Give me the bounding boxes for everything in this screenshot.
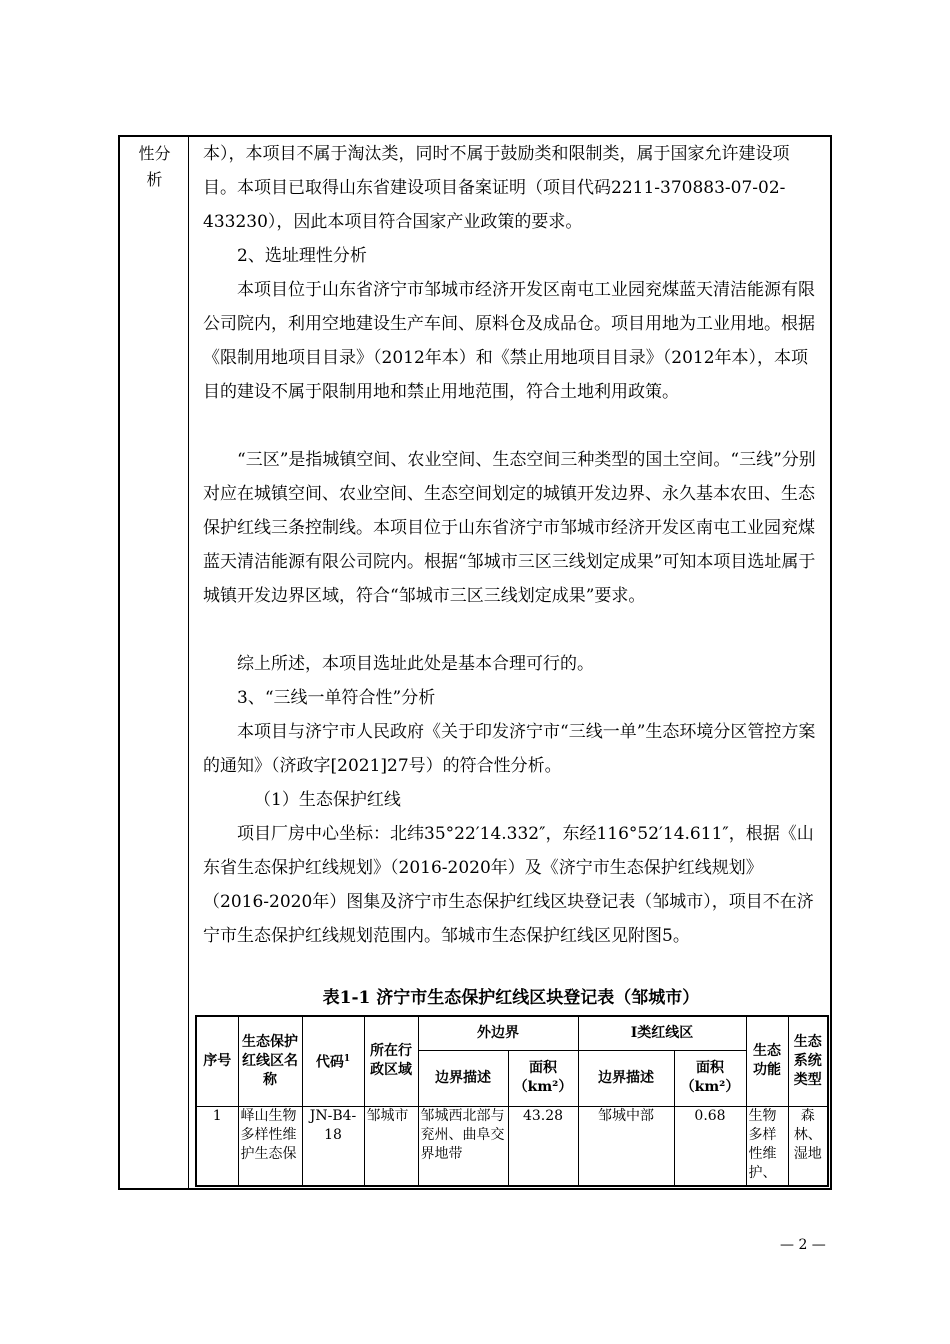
redline-registry-table: [195, 1015, 829, 1187]
paragraph-site-location: 本项目位于山东省济宁市邹城市经济开发区南屯工业园兖煤蓝天清洁能源有限公司院内，利用空地建设生产车间、原料仓及成品仓。项目用地为工业用地。根据《限制用地项目目录》（2012年本）和《禁止用地项目目录》（2012年本），本项目的建设不属于限制用地和禁止用地范围，符合土地利用政策。: [203, 280, 815, 402]
row-label-line1: 性分: [138, 144, 171, 163]
header-class1-zone: I类红线区: [578, 1016, 746, 1050]
cell-outer-area: 43.28: [508, 1106, 578, 1186]
header-eco-type: 生态系统类型: [788, 1016, 828, 1106]
document-frame: [118, 135, 832, 1190]
row-label-column: [120, 137, 189, 1188]
paragraph-industry-policy: 本），本项目不属于淘汰类，同时不属于鼓励类和限制类，属于国家允许建设项目。本项目已取得山东省建设项目备案证明（项目代码2211-370883-07-02-433230），因此本项目符合国家产业政策的要求。: [203, 144, 790, 232]
header-outer-boundary: 外边界: [418, 1016, 578, 1050]
header-seq: 序号: [196, 1016, 238, 1106]
cell-class1-desc: 邹城中部: [578, 1106, 674, 1186]
header-outer-area: 面积 （km²）: [508, 1050, 578, 1106]
cell-code: JN-B4-18: [302, 1106, 364, 1186]
cell-region: 邹城市: [364, 1106, 418, 1186]
table-caption: 表1-1 济宁市生态保护红线区块登记表（邹城市）: [322, 988, 700, 1008]
cell-class1-area: 0.68: [674, 1106, 746, 1186]
heading-three-lines: 3、“三线一单符合性”分析: [237, 688, 436, 708]
paragraph-three-lines-analysis: 本项目与济宁市人民政府《关于印发济宁市“三线一单”生态环境分区管控方案的通知》（济政字[2021]27号）的符合性分析。: [203, 722, 816, 776]
header-eco-function: 生态功能: [746, 1016, 788, 1106]
header-code: 代码$^1$: [302, 1016, 364, 1106]
paragraph-coordinates: 项目厂房中心坐标：北纬35°22′14.332″，东经116°52′14.611″，根据《山东省生态保护红线规划》（2016-2020年）及《济宁市生态保护红线规划》（2016-2020年）图集及济宁市生态保护红线区块登记表（邹城市），项目不在济宁市生态保护红线规划范围内。邹城市生态保护红线区见附图5。: [203, 824, 814, 946]
paragraph-three-zones: “三区”是指城镇空间、农业空间、生态空间三种类型的国土空间。“三线”分别对应在城镇空间、农业空间、生态空间划定的城镇开发边界、永久基本农田、生态保护红线三条控制线。本项目位于山东省济宁市邹城市经济开发区南屯工业园兖煤蓝天清洁能源有限公司院内。根据“邹城市三区三线划定成果”可知本项目选址属于城镇开发边界区域，符合“邹城市三区三线划定成果”要求。: [203, 450, 816, 606]
page-number: — 2 —: [780, 1237, 826, 1253]
row-label-line2: 析: [146, 170, 163, 189]
header-region: 所在行政区域: [364, 1016, 418, 1106]
heading-site-selection: 2、选址理性分析: [237, 246, 367, 266]
heading-ecological-redline: （1）生态保护红线: [254, 790, 401, 810]
header-name: 生态保护红线区名称: [238, 1016, 302, 1106]
cell-outer-desc: 邹城西北部与兖州、曲阜交界地带: [418, 1106, 508, 1186]
paragraph-conclusion: 综上所述，本项目选址此处是基本合理可行的。: [237, 654, 594, 674]
cell-eco-function: 生物多样性维护、: [746, 1106, 788, 1186]
cell-eco-type: 森林、湿地: [788, 1106, 828, 1186]
cell-name: 峄山生物多样性维护生态保: [238, 1106, 302, 1186]
cell-seq: 1: [196, 1106, 238, 1186]
header-class1-desc: 边界描述: [578, 1050, 674, 1106]
header-class1-area: 面积 （km²）: [674, 1050, 746, 1106]
table-row: [196, 1106, 828, 1186]
header-outer-desc: 边界描述: [418, 1050, 508, 1106]
content-column: [191, 137, 831, 1188]
